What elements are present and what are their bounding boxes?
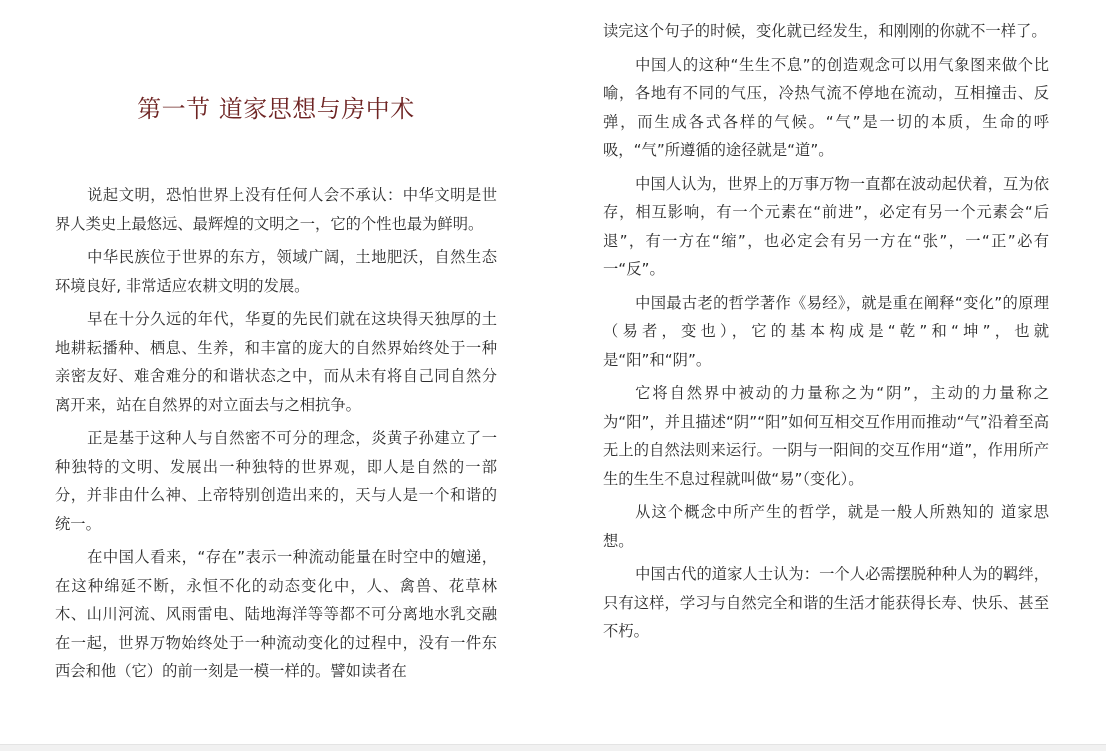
paragraph: 早在十分久远的年代，华夏的先民们就在这块得天独厚的土地耕耘播种、栖息、生养，和丰富的庞大的自然界始终处于一种亲密友好、难舍难分的和谐状态之中，而从未有将自己同自然分离开来，站在自然界的对立面去与之相抗争。 [55,310,497,414]
right-page [603,0,1049,745]
bottom-bar [0,744,1106,751]
paragraph: 它将自然界中被动的力量称之为“阴”，主动的力量称之为“阳”，并且描述“阴”“阳”如何互相交互作用而推动“气”沿着至高无上的自然法则来运行。一阴与一阳间的交互作用“道”，作用所产生的生生不息过程就叫做“易”（变化）。 [603,384,1049,488]
chapter-title: 第一节 道家思想与房中术 [137,95,415,123]
paragraph: 正是基于这种人与自然密不可分的理念，炎黄子孙建立了一种独特的文明、发展出一种独特的世界观，即人是自然的一部分，并非由什么神、上帝特别创造出来的，天与人是一个和谐的统一。 [55,429,497,533]
paragraph: 中国人认为，世界上的万事万物一直都在波动起伏着，互为依存，相互影响，有一个元素在“前进”，必定有另一个元素会“后退”，有一方在“缩”，也必定会有另一方在“张”，一“正”必有一“反”。 [603,174,1049,278]
paragraph: 说起文明，恐怕世界上没有任何人会不承认：中华文明是世界人类史上最悠远、最辉煌的文明之一，它的个性也最为鲜明。 [55,186,497,233]
paragraph: 中国人的这种“生生不息”的创造观念可以用气象图来做个比喻，各地有不同的气压，冷热气流不停地在流动，互相撞击、反弹，而生成各式各样的气候。“气”是一切的本质，生命的呼吸，“气”所遵循的途径就是“道”。 [603,55,1049,159]
paragraph: 在中国人看来，“存在”表示一种流动能量在时空中的嬗递，在这种绵延不断，永恒不化的动态变化中，人、禽兽、花草林木、山川河流、风雨雷电、陆地海洋等等都不可分离地水乳交融在一起，世界万物始终处于一种流动变化的过程中，没有一件东西会和他（它）的前一刻是一模一样的。譬如读者在 [55,548,497,680]
left-page [55,0,497,745]
continued-paragraph: 读完这个句子的时候，变化就已经发生，和刚刚的你就不一样了。 [603,22,1047,40]
paragraph: 中国古代的道家人士认为：一个人必需摆脱种种人为的羁绊，只有这样，学习与自然完全和谐的生活才能获得长寿、快乐、甚至不朽。 [603,565,1049,640]
paragraph: 中华民族位于世界的东方，领域广阔，土地肥沃，自然生态环境良好, 非常适应农耕文明的发展。 [55,248,497,295]
paragraph: 中国最古老的哲学著作《易经》，就是重在阐释“变化”的原理（易者，变也），它的基本构成是“乾”和“坤”，也就是“阳”和“阴”。 [603,293,1049,369]
paragraph: 从这个概念中所产生的哲学，就是一般人所熟知的 道家思想。 [603,503,1049,550]
